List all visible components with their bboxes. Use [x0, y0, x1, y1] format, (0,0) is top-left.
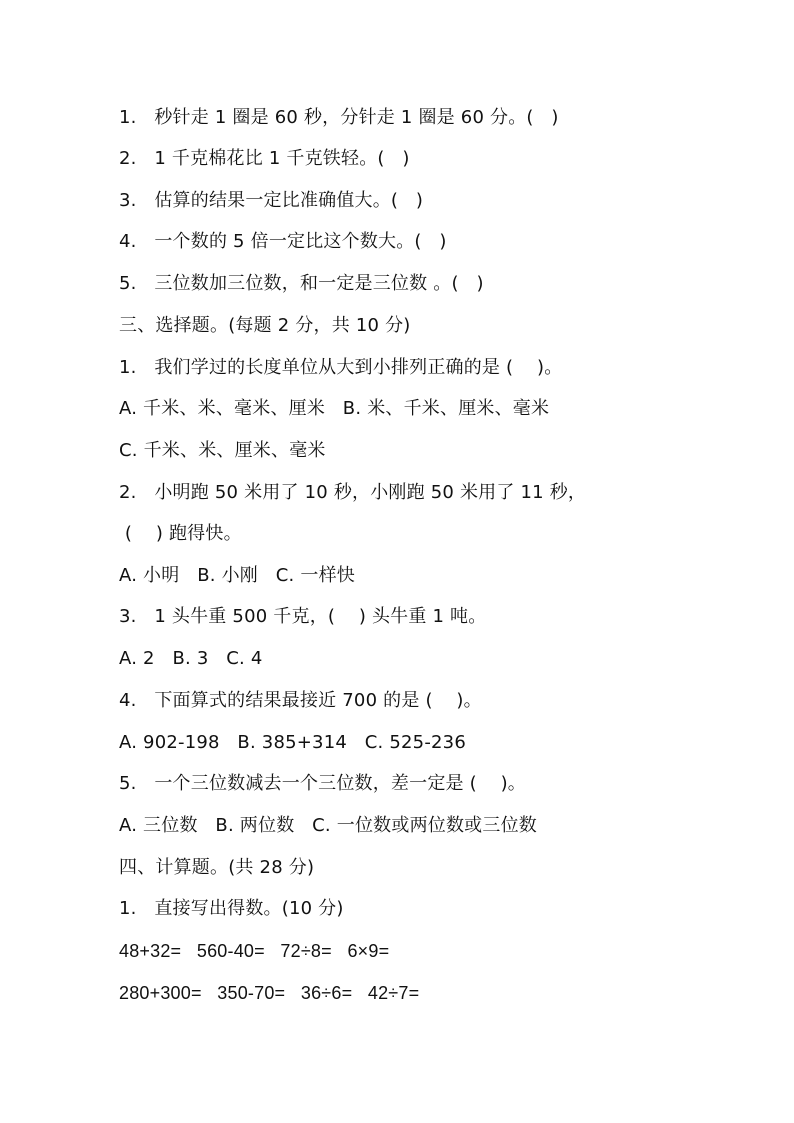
choice-question-3: 3. 1 头牛重 500 千克，( ) 头牛重 1 吨。 [119, 606, 487, 627]
calc-row-2: 280+300= 350-70= 36÷6= 42÷7= [119, 983, 420, 1003]
judge-item-3: 3. 估算的结果一定比准确值大。( ) [119, 190, 424, 211]
choice-options-5: A. 三位数 B. 两位数 C. 一位数或两位数或三位数 [119, 815, 537, 836]
choice-question-4: 4. 下面算式的结果最接近 700 的是 ( )。 [119, 690, 482, 711]
choice-question-2-cont: ( ) 跑得快。 [119, 523, 242, 544]
choice-question-5: 5. 一个三位数减去一个三位数，差一定是 ( )。 [119, 773, 526, 794]
choice-options-4: A. 902-198 B. 385+314 C. 525-236 [119, 732, 466, 753]
choice-options-1a: A. 千米、米、毫米、厘米 B. 米、千米、厘米、毫米 [119, 398, 550, 419]
choice-options-1b: C. 千米、米、厘米、毫米 [119, 440, 326, 461]
choice-options-2: A. 小明 B. 小刚 C. 一样快 [119, 565, 355, 586]
judge-item-5: 5. 三位数加三位数，和一定是三位数 。( ) [119, 273, 484, 294]
choice-options-3: A. 2 B. 3 C. 4 [119, 648, 263, 669]
choice-question-1: 1. 我们学过的长度单位从大到小排列正确的是 ( )。 [119, 357, 563, 378]
section-heading-calculation: 四、计算题。(共 28 分) [119, 857, 315, 878]
choice-question-2: 2. 小明跑 50 米用了 10 秒，小刚跑 50 米用了 11 秒， [119, 482, 587, 503]
judge-item-4: 4. 一个数的 5 倍一定比这个数大。( ) [119, 231, 447, 252]
judge-item-1: 1. 秒针走 1 圈是 60 秒，分针走 1 圈是 60 分。( ) [119, 107, 559, 128]
judge-item-2: 2. 1 千克棉花比 1 千克铁轻。( ) [119, 148, 410, 169]
calc-instruction-1: 1. 直接写出得数。(10 分) [119, 898, 344, 919]
calc-row-1: 48+32= 560-40= 72÷8= 6×9= [119, 941, 390, 961]
section-heading-choice: 三、选择题。(每题 2 分，共 10 分) [119, 315, 411, 336]
